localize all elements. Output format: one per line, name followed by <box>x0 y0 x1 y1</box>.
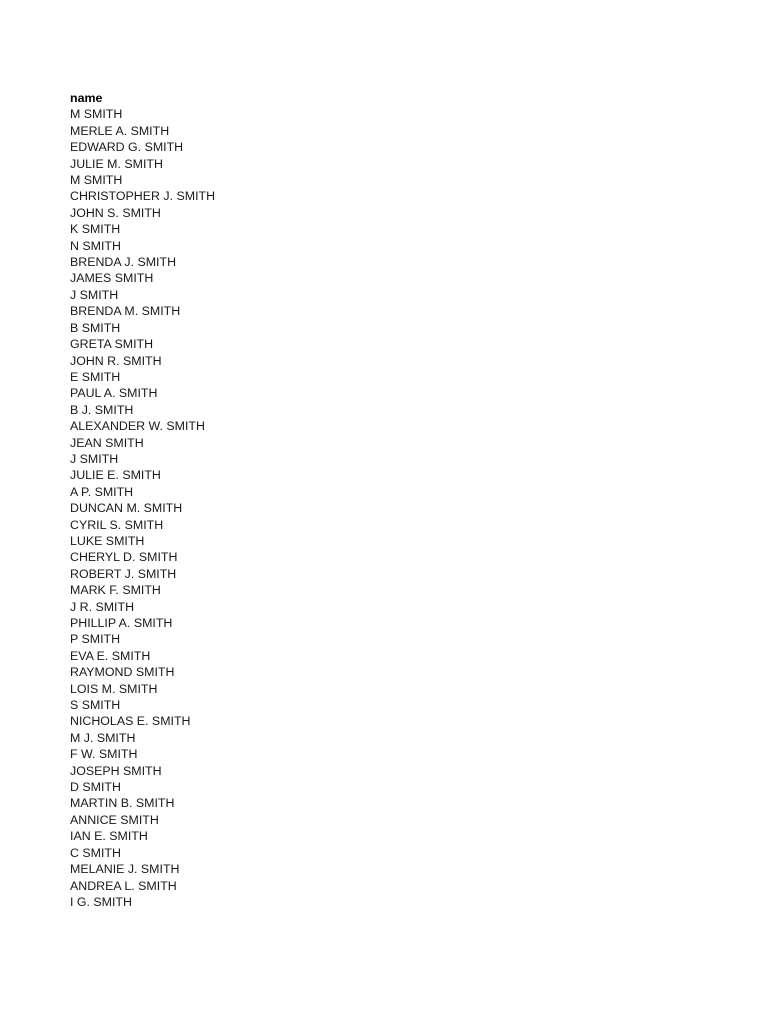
name-row: JOHN S. SMITH <box>70 205 161 220</box>
name-row: D SMITH <box>70 780 121 795</box>
name-row: ROBERT J. SMITH <box>70 566 177 581</box>
name-row: LOIS M. SMITH <box>70 681 158 696</box>
name-row: CYRIL S. SMITH <box>70 517 164 532</box>
name-row: CHERYL D. SMITH <box>70 550 178 565</box>
name-row: M SMITH <box>70 107 123 122</box>
name-row: N SMITH <box>70 238 121 253</box>
name-row: RAYMOND SMITH <box>70 665 175 680</box>
name-row: E SMITH <box>70 369 121 384</box>
name-row: J R. SMITH <box>70 599 135 614</box>
name-row: M J. SMITH <box>70 730 136 745</box>
name-row: ANNICE SMITH <box>70 812 159 827</box>
name-row: S SMITH <box>70 698 121 713</box>
name-row: I G. SMITH <box>70 894 132 909</box>
name-row: F W. SMITH <box>70 747 138 762</box>
name-row: MERLE A. SMITH <box>70 123 170 138</box>
name-row: B J. SMITH <box>70 402 134 417</box>
column-header: name <box>70 91 103 105</box>
name-row: BRENDA M. SMITH <box>70 304 181 319</box>
name-row: MARTIN B. SMITH <box>70 796 175 811</box>
name-row: K SMITH <box>70 222 121 237</box>
name-row: EVA E. SMITH <box>70 648 151 663</box>
name-row: JEAN SMITH <box>70 435 144 450</box>
name-row: IAN E. SMITH <box>70 829 148 844</box>
name-row: LUKE SMITH <box>70 533 145 548</box>
name-row: EDWARD G. SMITH <box>70 140 184 155</box>
name-row: C SMITH <box>70 845 121 860</box>
name-row: NICHOLAS E. SMITH <box>70 714 191 729</box>
name-row: J SMITH <box>70 451 119 466</box>
name-row: PHILLIP A. SMITH <box>70 616 173 630</box>
name-row: PAUL A. SMITH <box>70 386 158 401</box>
name-row: JOSEPH SMITH <box>70 763 162 778</box>
name-row: JULIE M. SMITH <box>70 156 163 171</box>
name-list <box>70 90 215 910</box>
name-row: JOHN R. SMITH <box>70 353 162 368</box>
name-row: M SMITH <box>70 173 123 188</box>
name-row: ANDREA L. SMITH <box>70 878 177 893</box>
name-row: J SMITH <box>70 287 119 302</box>
name-row: DUNCAN M. SMITH <box>70 501 183 516</box>
name-row: P SMITH <box>70 632 121 647</box>
name-row: MELANIE J. SMITH <box>70 862 180 877</box>
name-row: B SMITH <box>70 320 121 335</box>
name-row: BRENDA J. SMITH <box>70 255 177 270</box>
name-row: CHRISTOPHER J. SMITH <box>70 189 216 204</box>
name-row: JAMES SMITH <box>70 271 154 286</box>
name-row: A P. SMITH <box>70 484 134 499</box>
name-row: GRETA SMITH <box>70 337 154 352</box>
name-row: ALEXANDER W. SMITH <box>70 419 205 434</box>
name-row: MARK F. SMITH <box>70 583 161 598</box>
name-row: JULIE E. SMITH <box>70 468 161 483</box>
